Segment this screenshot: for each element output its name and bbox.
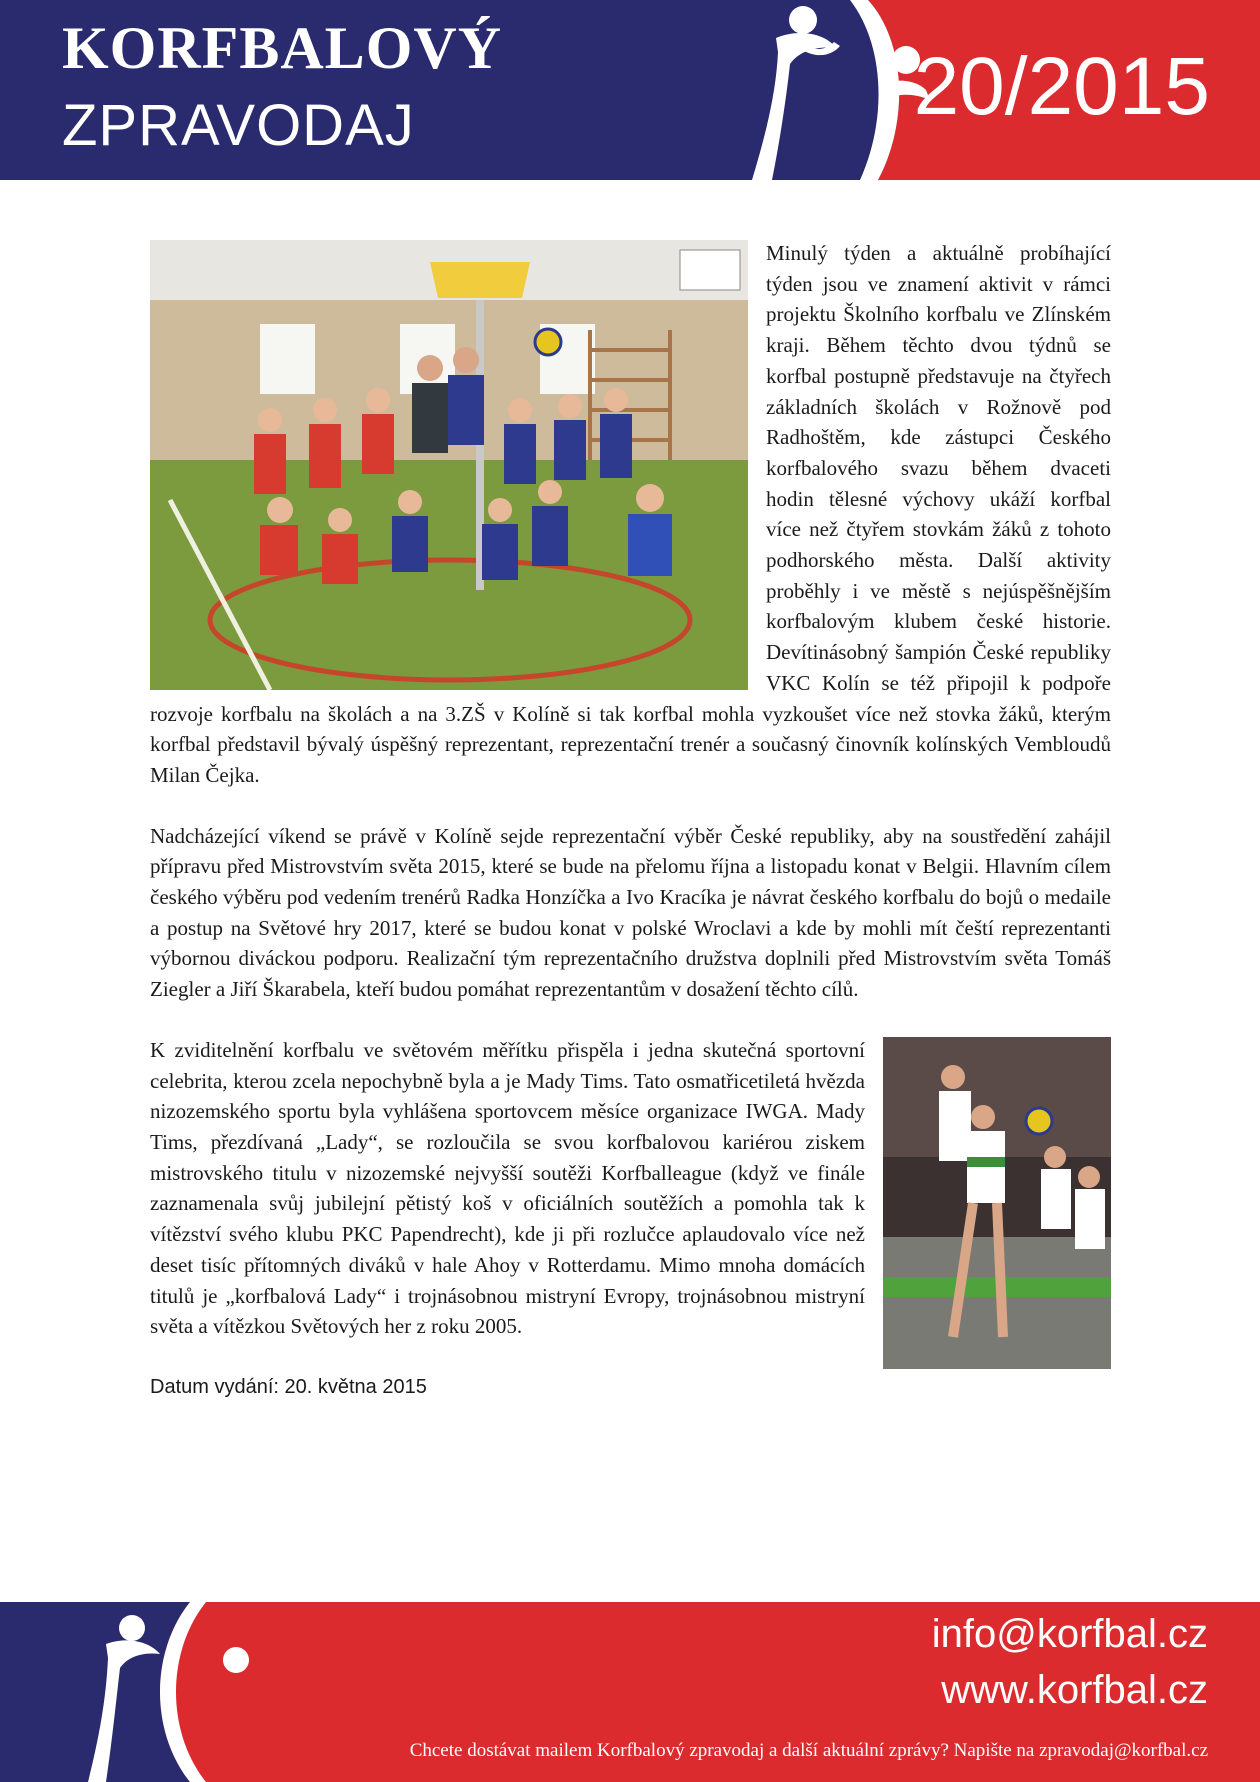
school-korfball-group-photo (150, 240, 748, 690)
article-paragraph: Minulý týden a aktuálně probíhající týden jsou ve znamení aktivit v rámci projektu Školního korfbalu ve Zlínském kraji. Během těchto dvou týdnů se korfbal postupně představuje na čtyřech základních školách v Rožnově pod Radhoštěm, kde zástupci Českého korfbalového svazu během dvaceti hodin tělesné výchovy ukáží korfbal více než čtyřem stovkám žáků z tohoto podhorského města. Další aktivity proběhly i ve městě s nejúspěšnějším korfbalovým klubem české historie. Devítinásobný šampión České republiky VKC Kolín se též připojil k podpoře rozvoje korfbalu na školách a na 3.ZŠ v Kolíně si tak korfbal mohla vyzkoušet více než stovka žáků, kterým korfbal představil bývalý úspěšný reprezentant, reprezentační trenér a současný činovník kolínských Vembloudů Milan Čejka. (150, 241, 1111, 787)
paragraph-spacer (150, 791, 1111, 821)
article-paragraph: Nadcházející víkend se právě v Kolíně sejde reprezentační výběr České republiky, aby na soustředění zahájil přípravu před Mistrovstvím světa 2015, které se bude na přelomu října a listopadu konat v Belgii. Hlavním cílem českého výběru pod vedením trenérů Radka Honzíčka a Ivo Kracíka je návrat českého korfbalu do bojů o medaile a postup na Světové hry 2017, které se budou konat v polské Wroclavi a kde by mohli mít čeští reprezentanti výbornou diváckou podporu. Realizační tým reprezentačního družstva doplnili před Mistrovstvím světa Tomáš Ziegler a Jiří Škarabela, kteří budou pomáhat reprezentantům v dosažení těchto cílů. (150, 823, 1111, 1002)
issue-date: Datum vydání: 20. května 2015 (150, 1375, 427, 1398)
header-banner (0, 0, 1260, 180)
mady-tims-celebration-photo (883, 1037, 1111, 1369)
article-paragraph: K zviditelnění korfbalu ve světovém měřítku přispěla i jedna skutečná sportovní celebrita, kterou zcela nepochybně byla a je Mady Tims. Tato osmatřicetiletá hvězda nizozemského sportu byla vyhlášena sportovcem měsíce organizace IWGA. Mady Tims, přezdívaná „Lady“, se rozloučila se svou korfbalovou kariérou ziskem mistrovského titulu v nizozemské nejvyšší soutěži Korfballeague (když ve finále zaznamenala svůj jubilejní pětistý koš v oficiálních soutěžích a pomohla tak k vítězství svého klubu PKC Papendrecht), kde ji při rozlučce aplaudovalo více než deset tisíc přítomných diváků v hale Ahoy v Rotterdamu. Mimo mnoha domácích titulů je „korfbalová Lady“ i trojnásobnou mistryní Evropy, trojnásobnou mistryní světa a vítězkou Světových her z roku 2005. (150, 1037, 865, 1339)
newsletter-title-line2: ZPRAVODAJ (62, 93, 415, 158)
website-link[interactable]: www.korfbal.cz (941, 1668, 1208, 1712)
newsletter-title-line1: KORFBALOVÝ (62, 15, 503, 81)
issue-number: 20/2015 (913, 41, 1210, 132)
contact-email[interactable]: info@korfbal.cz (931, 1612, 1208, 1656)
subscribe-note: Chcete dostávat mailem Korfbalový zpravodaj a další aktuální zprávy? Napište na zpravodaj@korfbal.cz (409, 1740, 1208, 1761)
footer-banner (0, 1602, 1260, 1782)
paragraph-spacer (150, 1005, 1111, 1035)
article-body (150, 238, 1111, 1403)
